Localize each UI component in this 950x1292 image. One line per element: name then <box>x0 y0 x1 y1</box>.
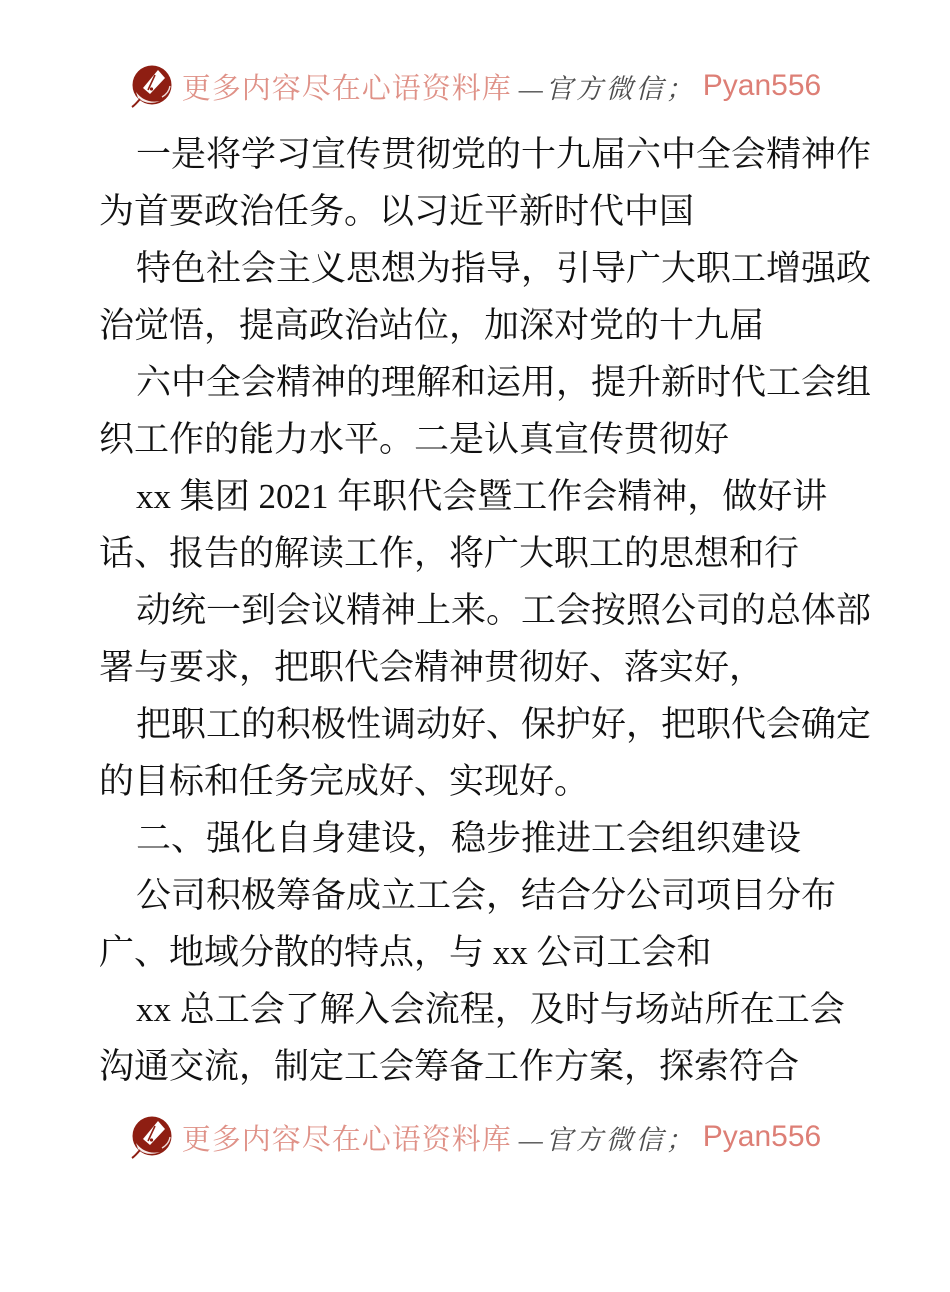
pen-nib-circle-icon <box>129 63 175 109</box>
document-line: 二、强化自身建设，稳步推进工会组织建设 <box>136 819 802 858</box>
pen-nib-circle-icon <box>129 1114 175 1160</box>
document-line: 署与要求，把职代会精神贯彻好、落实好， <box>99 648 765 687</box>
document-line: 沟通交流，制定工会筹备工作方案，探索符合 <box>99 1047 800 1086</box>
document-line: 的目标和任务完成好、实现好。 <box>99 762 590 801</box>
watermark-label: —官方微信； <box>518 73 696 104</box>
document-line: 动统一到会议精神上来。工会按照公司的总体部 <box>136 591 872 630</box>
watermark-wechat-id: Pyan556 <box>702 69 822 102</box>
document-line: 一是将学习宣传贯彻党的十九届六中全会精神作 <box>136 135 872 174</box>
watermark-brand-text: 更多内容尽在心语资料库 <box>181 72 512 105</box>
document-line: xx 总工会了解入会流程，及时与场站所在工会 <box>136 990 845 1029</box>
document-line: 特色社会主义思想为指导，引导广大职工增强政 <box>136 249 872 288</box>
document-line: 为首要政治任务。以习近平新时代中国 <box>99 192 695 231</box>
document-line: 治觉悟，提高政治站位，加深对党的十九届 <box>99 306 765 345</box>
document-body <box>99 126 872 1095</box>
watermark-wechat-id: Pyan556 <box>702 1120 822 1153</box>
watermark-label: —官方微信； <box>518 1124 696 1155</box>
document-line: 广、地域分散的特点，与 xx 公司工会和 <box>99 933 712 972</box>
document-line: 公司积极筹备成立工会，结合分公司项目分布 <box>136 876 837 915</box>
document-line: 话、报告的解读工作，将广大职工的思想和行 <box>99 534 800 573</box>
document-line: 织工作的能力水平。二是认真宣传贯彻好 <box>99 420 730 459</box>
document-line: xx 集团 2021 年职代会暨工作会精神，做好讲 <box>136 477 828 516</box>
document-line: 六中全会精神的理解和运用，提升新时代工会组 <box>136 363 872 402</box>
footer-watermark <box>0 1113 950 1161</box>
watermark-brand-text: 更多内容尽在心语资料库 <box>181 1123 512 1156</box>
header-watermark <box>0 62 950 110</box>
document-line: 把职工的积极性调动好、保护好，把职代会确定 <box>136 705 872 744</box>
